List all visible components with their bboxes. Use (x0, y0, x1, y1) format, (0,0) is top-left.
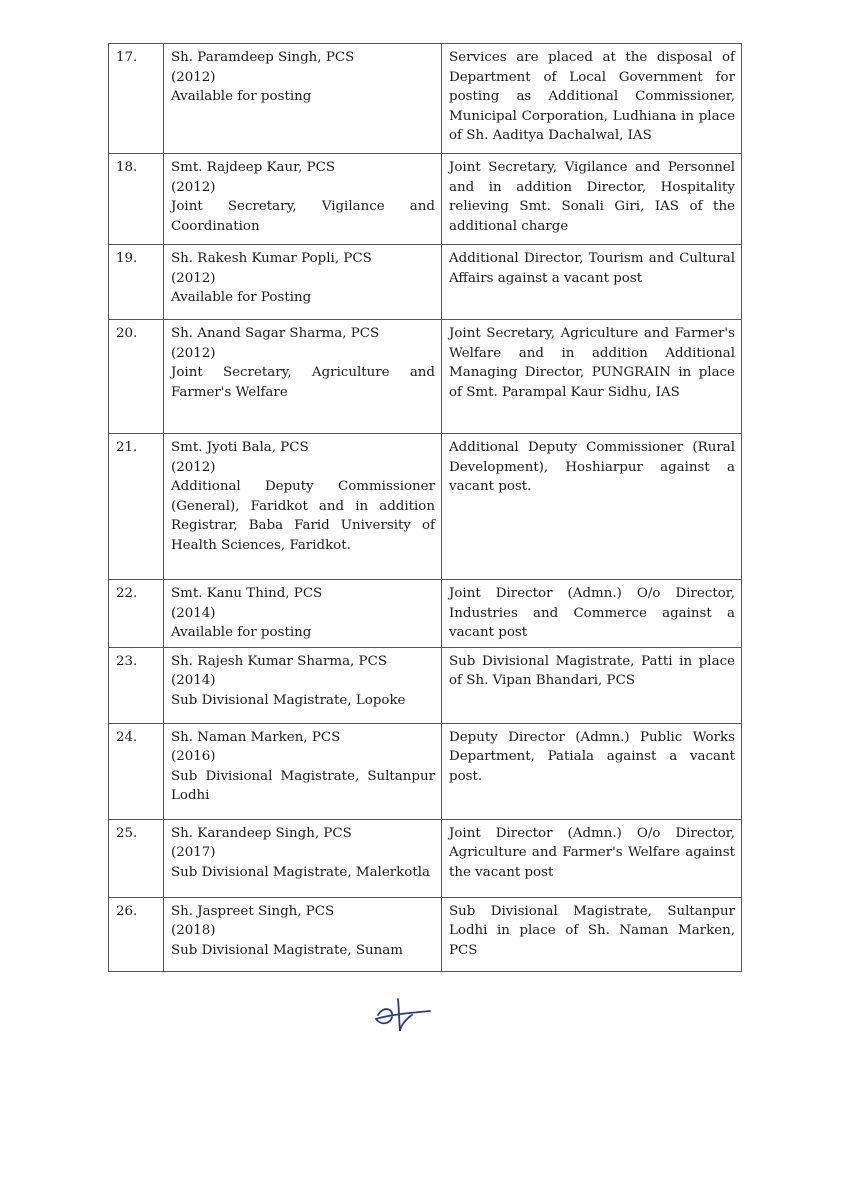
officer-batch: (2012) (171, 345, 216, 361)
current-posting: Sub Divisional Magistrate, Sunam (171, 942, 403, 958)
serial-number: 26. (109, 897, 164, 971)
officer-batch: (2017) (171, 845, 216, 860)
signature-initials-icon (368, 995, 432, 1039)
new-posting: Sub Divisional Magistrate, Patti in place of Sh. Vipan Bhandari, PCS (442, 647, 742, 723)
transfer-orders-table (108, 43, 742, 972)
officer-details (164, 154, 442, 245)
current-posting: Additional Deputy Commissioner (General), Faridkot and in addition Registrar, Baba Farid University of Health Sciences, Faridkot. (171, 479, 435, 553)
officer-batch: (2012) (171, 179, 216, 195)
table-row (109, 819, 742, 897)
officer-name: Sh. Rajesh Kumar Sharma, PCS (171, 653, 387, 669)
officer-name: Sh. Paramdeep Singh, PCS (171, 50, 355, 65)
table-row (109, 723, 742, 819)
officer-details (164, 819, 442, 897)
officer-details (164, 245, 442, 320)
officer-name: Sh. Anand Sagar Sharma, PCS (171, 326, 380, 341)
officer-batch: (2012) (171, 459, 216, 475)
officer-details (164, 897, 442, 971)
serial-number: 21. (109, 434, 164, 580)
current-posting: Available for posting (171, 89, 312, 104)
current-posting: Available for Posting (171, 290, 312, 305)
officer-name: Sh. Rakesh Kumar Popli, PCS (171, 251, 372, 266)
serial-number: 24. (109, 723, 164, 819)
current-posting: Available for posting (171, 625, 312, 640)
table-row (109, 897, 742, 971)
officer-batch: (2012) (171, 69, 216, 85)
current-posting: Joint Secretary, Vigilance and Coordination (171, 199, 435, 234)
table-row (109, 44, 742, 154)
new-posting: Deputy Director (Admn.) Public Works Department, Patiala against a vacant post. (442, 723, 742, 819)
officer-name: Sh. Naman Marken, PCS (171, 729, 341, 745)
new-posting: Sub Divisional Magistrate, Sultanpur Lodhi in place of Sh. Naman Marken, PCS (442, 897, 742, 971)
officer-details (164, 320, 442, 434)
serial-number: 18. (109, 154, 164, 245)
table-row (109, 154, 742, 245)
table-row (109, 320, 742, 434)
officer-batch: (2014) (171, 605, 216, 621)
serial-number: 22. (109, 580, 164, 648)
serial-number: 20. (109, 320, 164, 434)
new-posting: Joint Director (Admn.) O/o Director, Industries and Commerce against a vacant post (442, 580, 742, 648)
officer-batch: (2016) (171, 749, 216, 764)
serial-number: 23. (109, 647, 164, 723)
officer-details (164, 434, 442, 580)
officer-batch: (2012) (171, 270, 216, 286)
current-posting: Sub Divisional Magistrate, Malerkotla (171, 864, 430, 880)
officer-name: Sh. Jaspreet Singh, PCS (171, 903, 335, 919)
new-posting: Services are placed at the disposal of Department of Local Government for posting as Additional Commissioner, Municipal Corporation, Ludhiana in place of Sh. Aaditya Dachalwal, IAS (442, 44, 742, 154)
officer-batch: (2014) (171, 673, 216, 688)
officer-details (164, 580, 442, 648)
officer-name: Smt. Rajdeep Kaur, PCS (171, 160, 336, 175)
new-posting: Joint Secretary, Vigilance and Personnel and in addition Director, Hospitality relieving Smt. Sonali Giri, IAS of the additional charge (442, 154, 742, 245)
officer-name: Smt. Kanu Thind, PCS (171, 586, 323, 601)
current-posting: Sub Divisional Magistrate, Sultanpur Lodhi (171, 768, 435, 803)
table-row (109, 434, 742, 580)
serial-number: 17. (109, 44, 164, 154)
serial-number: 25. (109, 819, 164, 897)
table-row (109, 580, 742, 648)
officer-batch: (2018) (171, 923, 216, 938)
new-posting: Additional Deputy Commissioner (Rural Development), Hoshiarpur against a vacant post. (442, 434, 742, 580)
officer-details (164, 647, 442, 723)
officer-details (164, 723, 442, 819)
serial-number: 19. (109, 245, 164, 320)
officer-details (164, 44, 442, 154)
officer-name: Smt. Jyoti Bala, PCS (171, 440, 309, 455)
new-posting: Additional Director, Tourism and Cultural Affairs against a vacant post (442, 245, 742, 320)
new-posting: Joint Director (Admn.) O/o Director, Agriculture and Farmer's Welfare against the vacant post (442, 819, 742, 897)
current-posting: Joint Secretary, Agriculture and Farmer's Welfare (171, 365, 435, 400)
new-posting: Joint Secretary, Agriculture and Farmer's Welfare and in addition Additional Managing Director, PUNGRAIN in place of Smt. Parampal Kaur Sidhu, IAS (442, 320, 742, 434)
table-row (109, 647, 742, 723)
current-posting: Sub Divisional Magistrate, Lopoke (171, 692, 406, 708)
officer-name: Sh. Karandeep Singh, PCS (171, 825, 352, 841)
table-row (109, 245, 742, 320)
